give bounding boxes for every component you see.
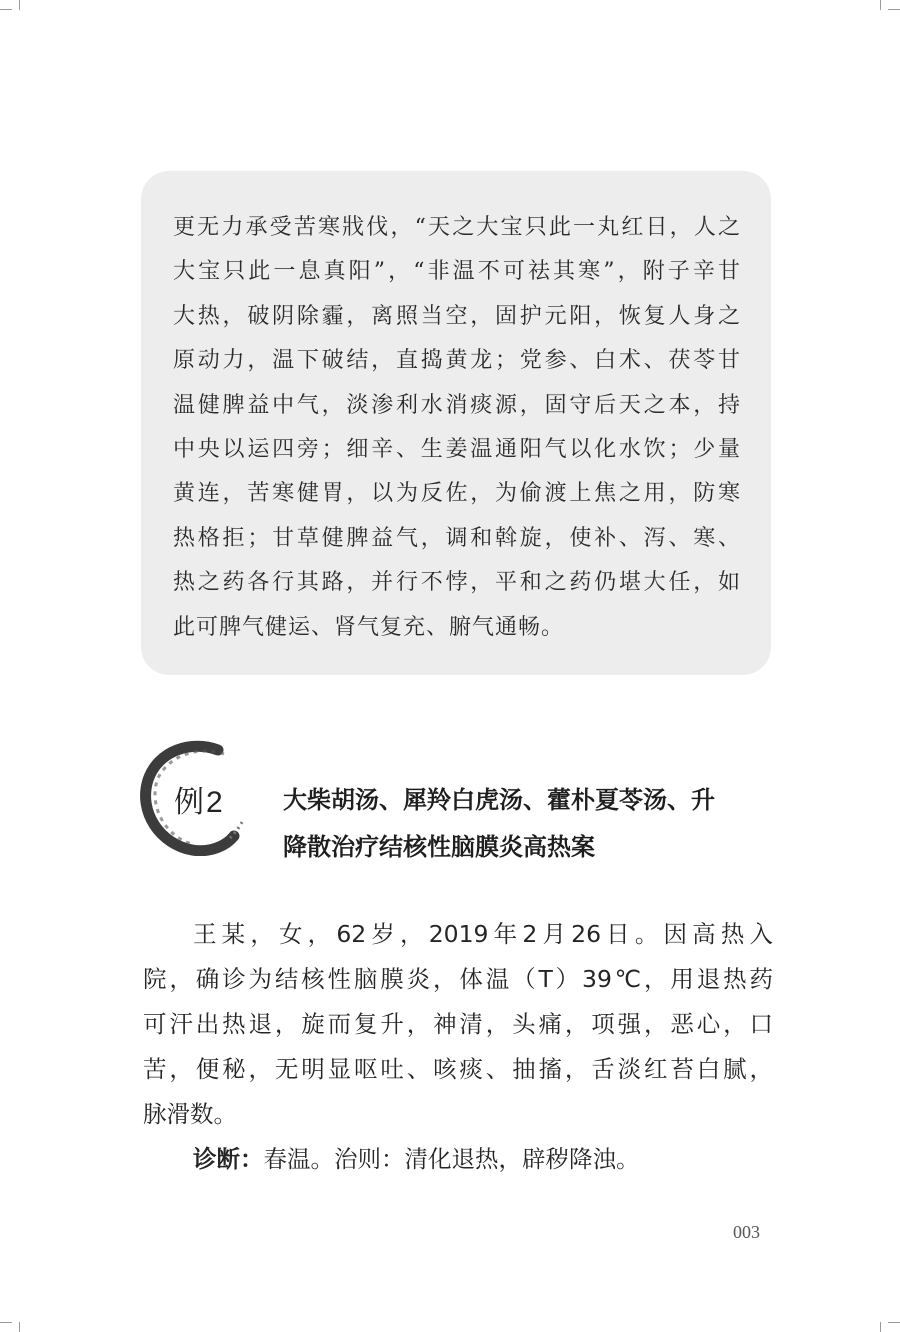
case-title-line: 大柴胡汤、犀羚白虎汤、藿朴夏苓汤、升 bbox=[283, 785, 715, 814]
quote-line: 黄连，苦寒健胃，以为反佐，为偷渡上焦之用，防寒 bbox=[173, 481, 741, 507]
case-title bbox=[283, 776, 783, 870]
case-heading bbox=[140, 740, 780, 870]
paragraph-line: 苦，便秘，无明显呕吐、咳痰、抽搐，舌淡红苔白腻， bbox=[143, 1055, 773, 1083]
page-number: 003 bbox=[733, 1222, 760, 1242]
quote-line: 原动力，温下破结，直捣黄龙；党参、白术、茯苓甘 bbox=[173, 348, 741, 374]
case-title-line: 降散治疗结核性脑膜炎高热案 bbox=[283, 832, 595, 861]
paragraph-line: 可汗出热退，旋而复升，神清，头痛，项强，恶心，口 bbox=[143, 1010, 773, 1038]
quote-line: 热格拒；甘草健脾益气，调和斡旋，使补、泻、寒、 bbox=[173, 525, 741, 551]
crop-mark-bottom-right bbox=[888, 1322, 900, 1323]
quote-box bbox=[141, 171, 771, 675]
paragraph-line: 院，确诊为结核性脑膜炎，体温（T）39℃，用退热药 bbox=[143, 965, 773, 993]
quote-line: 此可脾气健运、肾气复充、腑气通畅。 bbox=[173, 614, 565, 640]
crop-mark-top-left bbox=[0, 9, 12, 10]
quote-line: 温健脾益中气，淡渗利水消痰源，固守后天之本，持 bbox=[173, 392, 741, 418]
crop-mark-bottom-left-v bbox=[19, 1322, 20, 1332]
quote-line: 中央以运四旁；细辛、生姜温通阳气以化水饮；少量 bbox=[173, 436, 741, 462]
paragraph-line: 王某，女，62岁，2019年2月26日。因高热入 bbox=[193, 920, 773, 948]
paragraph-line: 脉滑数。 bbox=[143, 1100, 237, 1128]
crop-mark-top-right-v bbox=[880, 0, 881, 10]
crop-mark-bottom-left bbox=[0, 1322, 12, 1323]
crop-mark-top-right bbox=[888, 9, 900, 10]
case-number: 例2 bbox=[174, 786, 225, 819]
quote-line: 热之药各行其路，并行不悖，平和之药仍堪大任，如 bbox=[173, 570, 741, 596]
quote-line: 大宝只此一息真阳”，“非温不可祛其寒”，附子辛甘 bbox=[173, 259, 741, 285]
crop-mark-top-left-v bbox=[19, 0, 20, 10]
diagnosis-line bbox=[143, 1137, 773, 1182]
case-body bbox=[143, 912, 773, 1182]
diagnosis-label: 诊断： bbox=[193, 1145, 264, 1173]
quote-line: 更无力承受苦寒戕伐，“天之大宝只此一丸红日，人之 bbox=[173, 215, 741, 240]
quote-line: 大热，破阴除霾，离照当空，固护元阳，恢复人身之 bbox=[173, 303, 741, 329]
crop-mark-bottom-right-v bbox=[880, 1322, 881, 1332]
diagnosis-text: 春温。治则：清化退热，辟秽降浊。 bbox=[263, 1145, 640, 1173]
